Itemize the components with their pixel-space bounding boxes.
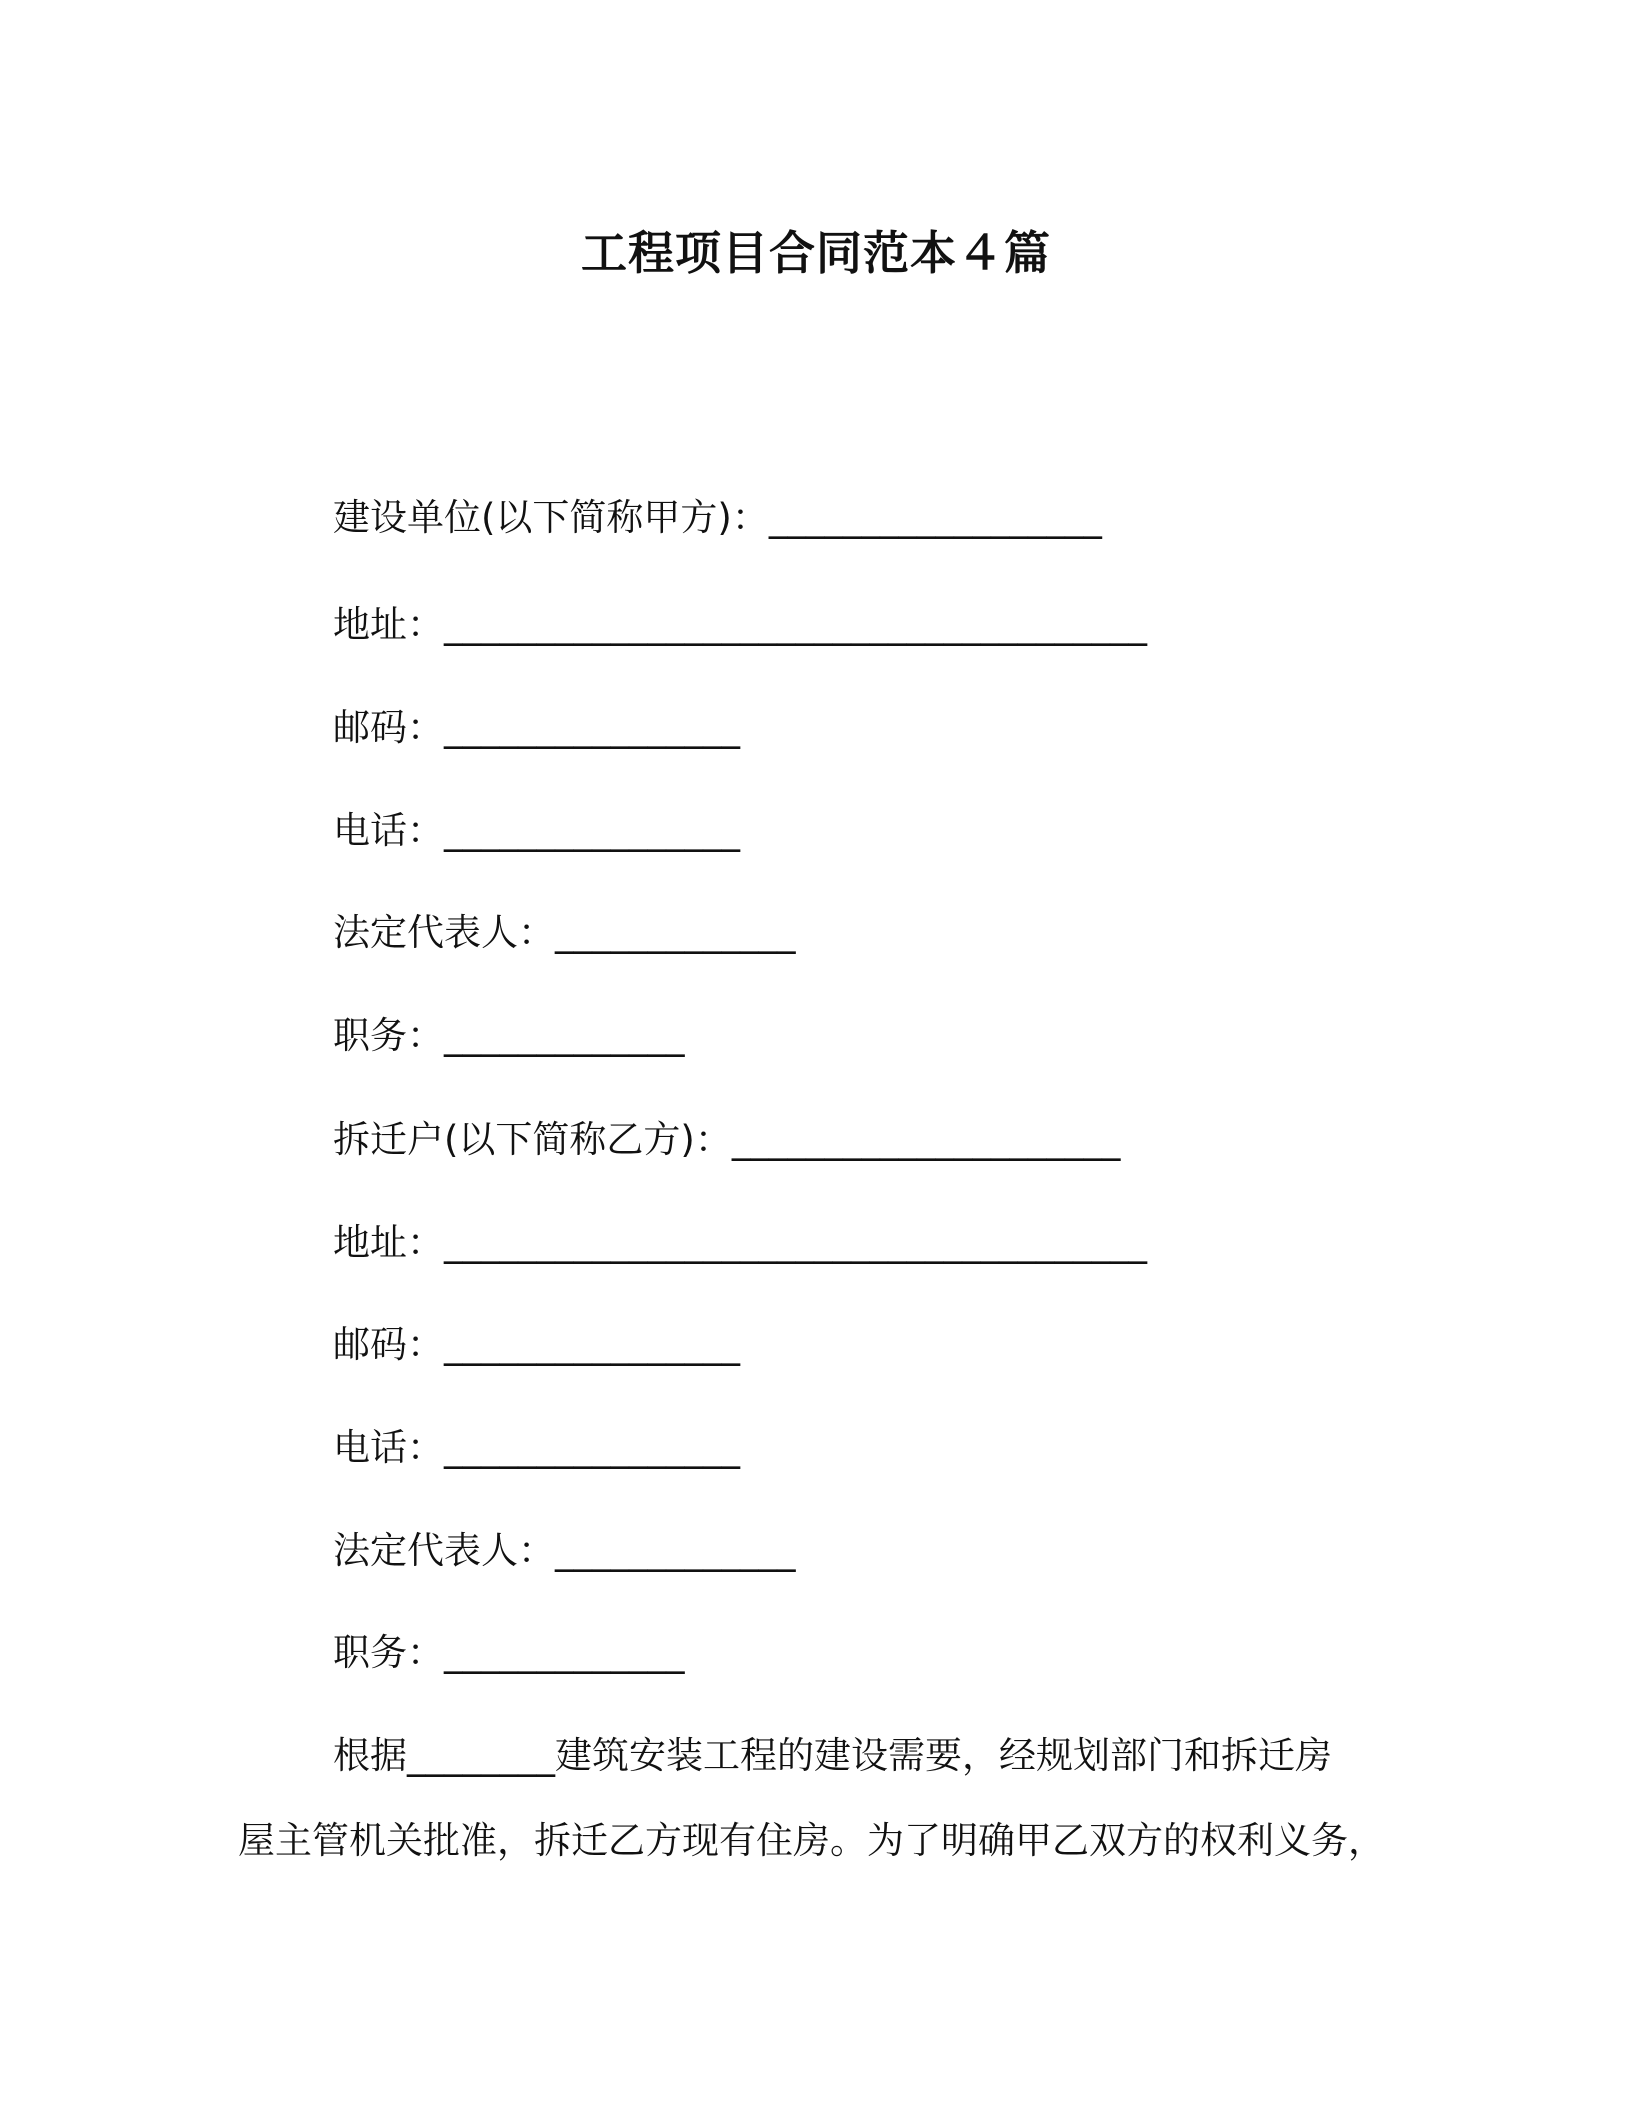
party-b-postcode-field: 邮码：________________ (333, 1323, 740, 1366)
body-paragraph-line-1: 根据________建筑安装工程的建设需要，经规划部门和拆迁房 (333, 1734, 1332, 1777)
party-a-address-field: 地址：______________________________________ (333, 603, 1147, 646)
party-b-legal-rep-field: 法定代表人：_____________ (333, 1529, 796, 1572)
party-a-name-field: 建设单位(以下简称甲方)：__________________ (333, 496, 1102, 539)
party-b-name-field: 拆迁户(以下简称乙方)：_____________________ (333, 1118, 1121, 1161)
party-a-phone-field: 电话：________________ (333, 809, 740, 852)
body-paragraph-line-2: 屋主管机关批准，拆迁乙方现有住房。为了明确甲乙双方的权利义务， (238, 1819, 1385, 1862)
party-b-address-field: 地址：______________________________________ (333, 1221, 1147, 1264)
party-a-legal-rep-field: 法定代表人：_____________ (333, 911, 796, 954)
party-a-position-field: 职务：_____________ (333, 1014, 685, 1057)
party-b-position-field: 职务：_____________ (333, 1631, 685, 1674)
party-b-phone-field: 电话：________________ (333, 1426, 740, 1469)
document-title: 工程项目合同范本４篇 (581, 226, 1051, 280)
party-a-postcode-field: 邮码：________________ (333, 706, 740, 749)
